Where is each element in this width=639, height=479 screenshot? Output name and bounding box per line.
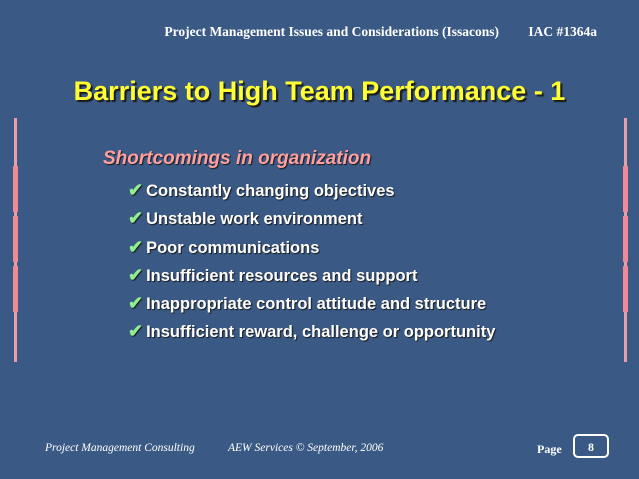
bullet-item [128, 264, 495, 292]
bullet-item [128, 179, 495, 207]
bullet-text: Insufficient reward, challenge or opportunity [146, 323, 496, 342]
right-bar-accent [623, 166, 628, 212]
footer-copyright: AEW Services © September, 2006 [228, 442, 384, 454]
left-bar-accent [13, 216, 18, 262]
course-title: Project Management Issues and Considerations (Issacons) [164, 24, 499, 39]
checkmark-icon: ✔ [128, 321, 144, 342]
course-code: IAC #1364a [528, 24, 597, 39]
slide-subtitle: Shortcomings in organization [103, 148, 372, 169]
checkmark-icon: ✔ [128, 180, 144, 200]
left-bar-accent [13, 266, 18, 312]
bullet-item [128, 320, 495, 348]
footer-company: Project Management Consulting [45, 442, 195, 454]
checkmark-icon: ✔ [128, 293, 144, 314]
right-bar-accent [623, 266, 628, 312]
right-bar-accent [623, 216, 628, 262]
checkmark-icon: ✔ [128, 264, 144, 285]
bullet-item [128, 236, 495, 264]
bullet-list [128, 179, 495, 349]
bullet-text: Constantly changing objectives [146, 182, 395, 200]
left-bar-accent [13, 166, 18, 212]
checkmark-icon: ✔ [128, 236, 144, 257]
page-number-box [573, 434, 609, 458]
page-label: Page [537, 442, 562, 456]
bullet-text: Inappropriate control attitude and structure [146, 295, 487, 314]
checkmark-icon: ✔ [128, 208, 144, 229]
bullet-text: Poor communications [146, 238, 320, 257]
bullet-item [128, 207, 495, 235]
right-decorative-bar [624, 118, 627, 362]
bullet-text: Insufficient resources and support [146, 266, 418, 285]
bullet-text: Unstable work environment [146, 210, 363, 229]
slide-title: Barriers to High Team Performance - 1 [73, 76, 566, 106]
left-decorative-bar [14, 118, 17, 362]
bullet-item [128, 292, 495, 320]
slide-header [164, 24, 597, 40]
page-number: 8 [588, 440, 594, 454]
